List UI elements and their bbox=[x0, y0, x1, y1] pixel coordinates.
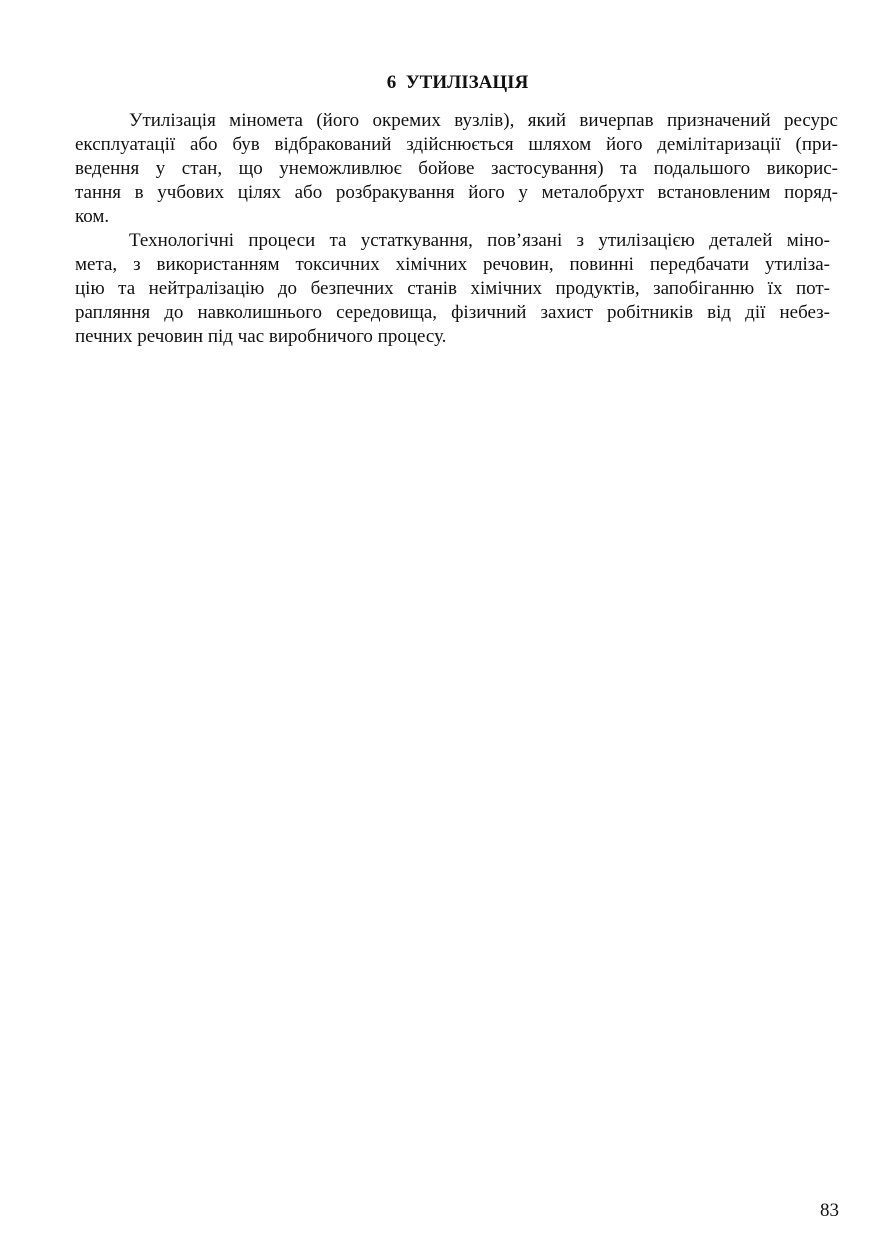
paragraph-line: цію та нейтралізацію до безпечних станів хімічних продуктів, запобіганню їх пот- bbox=[75, 278, 830, 299]
section-heading: 6 УТИЛІЗАЦІЯ bbox=[386, 72, 529, 93]
paragraph-line: тання в учбових цілях або розбракування його у металобрухт встановленим поряд- bbox=[75, 182, 838, 203]
paragraph-line: Утилізація мінометa (його окремих вузлів), який вичерпав призначений ресурс bbox=[129, 110, 838, 131]
paragraph-line: ком. bbox=[75, 206, 110, 227]
page-number: 83 bbox=[820, 1200, 839, 1221]
paragraph-line: експлуатації або був відбракований здійснюється шляхом його демілітаризації (при- bbox=[75, 134, 838, 155]
paragraph-line: рапляння до навколишнього середовища, фізичний захист робітників від дії небез- bbox=[75, 302, 830, 323]
paragraph-line: Технологічні процеси та устаткування, пов’язані з утилізацією деталей міно- bbox=[129, 230, 830, 251]
paragraph-line: печних речовин під час виробничого процесу. bbox=[75, 326, 447, 347]
paragraph-line: мета, з використанням токсичних хімічних речовин, повинні передбачати утиліза- bbox=[75, 254, 830, 275]
paragraph-line: ведення у стан, що унеможливлює бойове застосування) та подальшого викорис- bbox=[75, 158, 838, 179]
